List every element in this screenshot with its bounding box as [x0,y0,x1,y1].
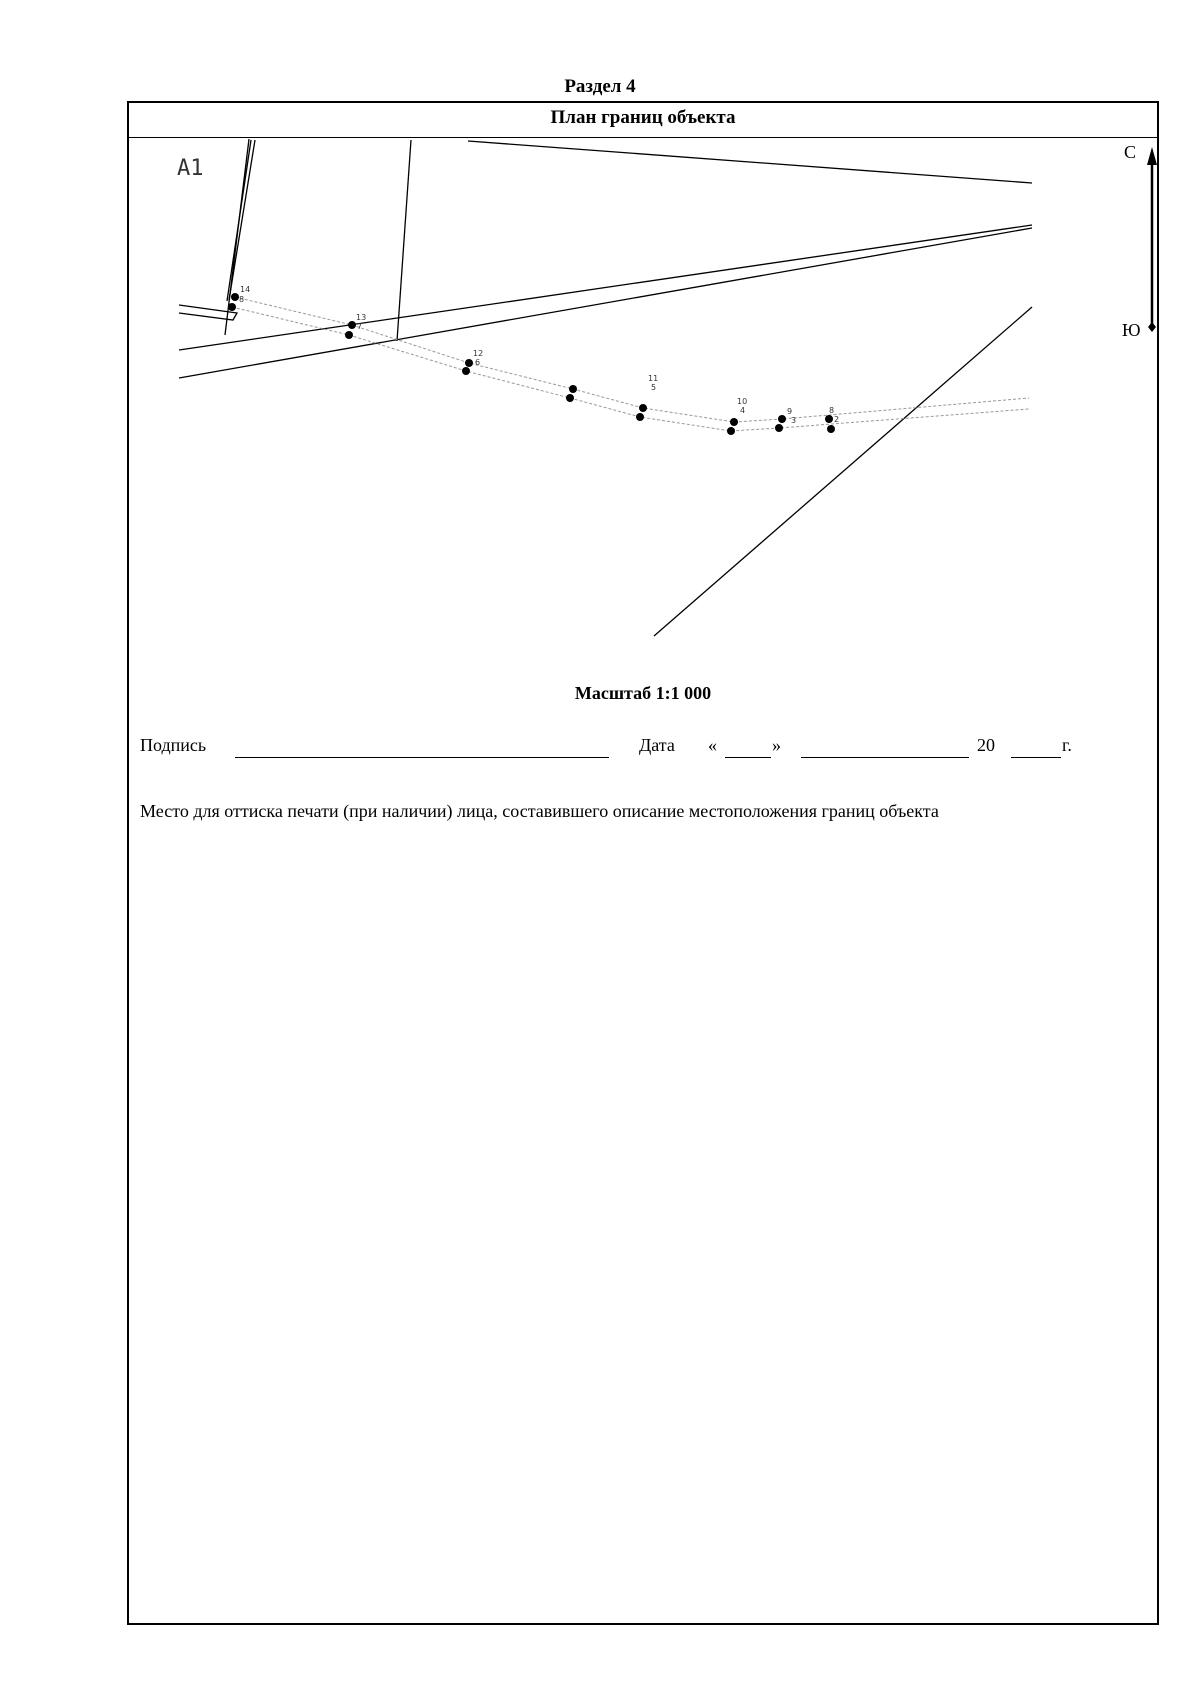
point-label: 5 [651,383,657,392]
year-suffix: г. [1062,735,1072,755]
signature-row [140,735,1140,765]
parcel-line [227,140,251,301]
point-label: 10 [737,397,748,406]
parcel-line [229,140,255,300]
boundary-point [636,413,644,421]
close-quote: » [772,735,781,755]
signature-label: Подпись [140,735,207,755]
point-label: 6 [475,358,481,367]
boundary-point [231,293,239,301]
leader-line [654,307,1032,636]
compass-north-label: С [1124,142,1137,162]
section-title: Раздел 4 [564,76,636,97]
map-label: А1 [177,156,204,181]
boundary-point [775,424,783,432]
month-line [801,757,969,758]
boundary-point [639,404,647,412]
boundary-line-outer [235,297,1029,422]
plan-title: План границ объекта [129,103,1157,138]
year-line [1011,757,1061,758]
boundary-point [730,418,738,426]
boundary-point [569,385,577,393]
signature-line [235,757,609,758]
boundary-point [465,359,473,367]
boundary-point [778,415,786,423]
road-edge [468,141,1032,183]
stamp-note: Место для оттиска печати (при наличии) лица, составившего описание местоположения границ объекта [140,801,939,821]
boundary-point [566,394,574,402]
date-label: Дата [639,735,675,755]
point-label: 12 [473,349,484,358]
point-label: 13 [356,313,367,322]
boundary-point [825,415,833,423]
point-label: 11 [648,374,659,383]
point-label: 8 [829,406,835,415]
point-label: 7 [357,322,363,331]
year-prefix: 20 [977,735,995,755]
compass-south-label: Ю [1122,320,1141,340]
boundary-point [727,427,735,435]
point-label: 8 [239,295,245,304]
point-label: 4 [740,406,746,415]
boundary-point [348,321,356,329]
day-line [725,757,771,758]
open-quote: « [708,735,717,755]
point-label: 3 [791,416,797,425]
scale-label: Масштаб 1:1 000 [574,683,712,703]
compass-arrow [1147,147,1157,332]
boundary-point [462,367,470,375]
point-label: 9 [787,407,793,416]
parcel-line [397,140,411,341]
boundary-point [345,331,353,339]
point-label: 14 [240,285,251,294]
road-edge [179,228,1032,378]
boundary-point [228,303,236,311]
plan-frame [127,101,1159,1625]
road-edge [179,225,1032,350]
boundary-point [827,425,835,433]
point-label: 2 [834,415,840,424]
boundary-plan-map [129,103,1157,663]
